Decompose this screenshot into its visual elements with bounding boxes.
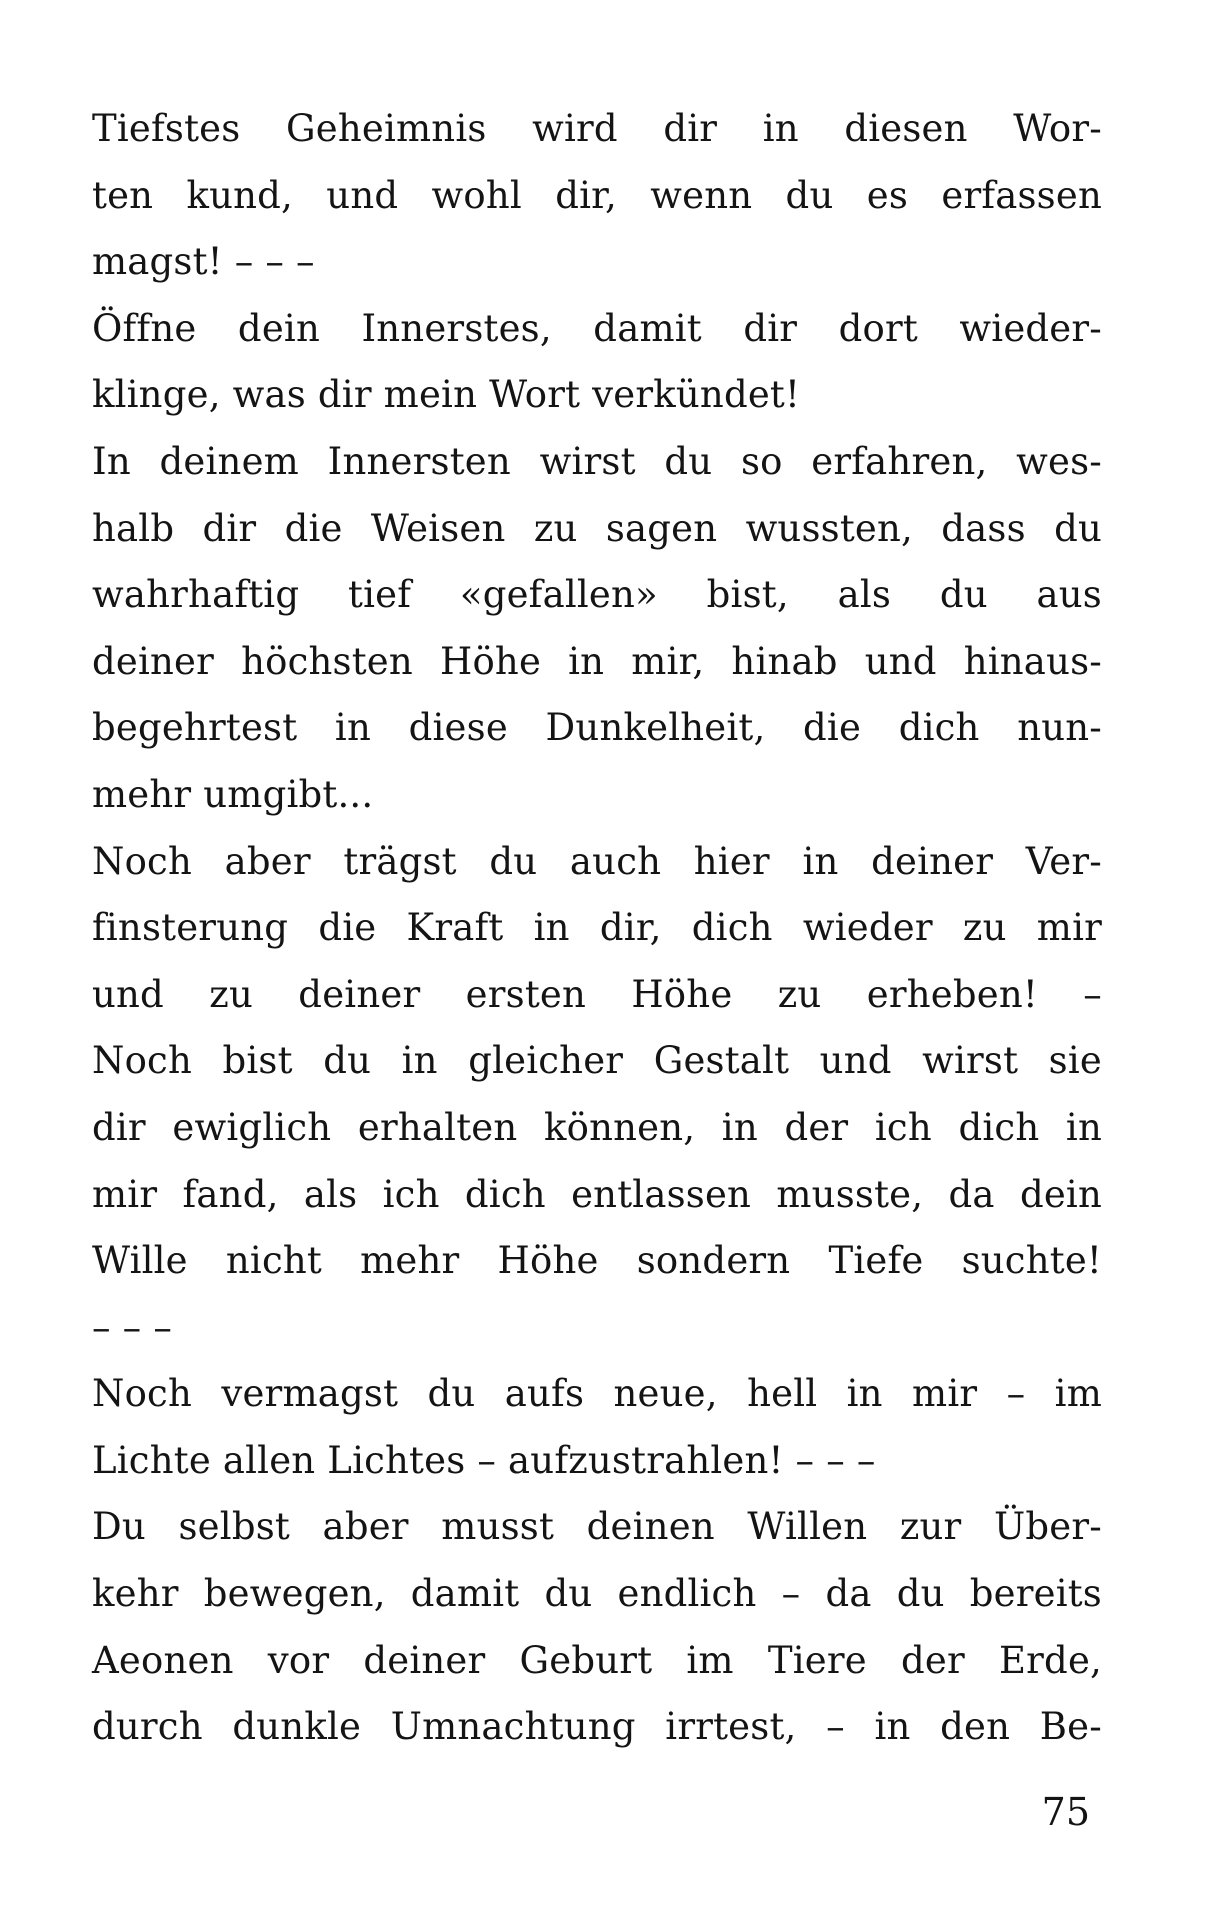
text-line-4: Öffne dein Innerstes, damit dir dort wieder- bbox=[92, 306, 1102, 350]
text-line-5: klinge, was dir mein Wort verkündet! bbox=[92, 373, 801, 417]
text-line-15: Noch bist du in gleicher Gestalt und wirst sie bbox=[92, 1039, 1102, 1083]
text-line-22: Du selbst aber musst deinen Willen zur Über- bbox=[92, 1505, 1102, 1549]
text-line-24: Aeonen vor deiner Geburt im Tiere der Erde, bbox=[92, 1638, 1102, 1682]
text-line-12: Noch aber trägst du auch hier in deiner Ver- bbox=[92, 839, 1102, 883]
text-line-21: Lichte allen Lichtes – aufzustrahlen! – – – bbox=[92, 1438, 876, 1482]
text-line-11: mehr umgibt... bbox=[92, 772, 374, 816]
body-text bbox=[92, 96, 1102, 1761]
text-line-2: ten kund, und wohl dir, wenn du es erfassen bbox=[92, 173, 1102, 217]
text-line-18: Wille nicht mehr Höhe sondern Tiefe suchte! bbox=[92, 1239, 1102, 1283]
text-line-14: und zu deiner ersten Höhe zu erheben! – bbox=[92, 972, 1102, 1016]
text-line-20: Noch vermagst du aufs neue, hell in mir – im bbox=[92, 1372, 1102, 1416]
text-line-1: Tiefstes Geheimnis wird dir in diesen Wor- bbox=[92, 107, 1102, 150]
text-line-6: In deinem Innersten wirst du so erfahren, wes- bbox=[92, 439, 1102, 483]
text-line-17: mir fand, als ich dich entlassen musste, da dein bbox=[92, 1172, 1102, 1216]
text-line-9: deiner höchsten Höhe in mir, hinab und hinaus- bbox=[92, 639, 1102, 683]
text-line-19: – – – bbox=[92, 1305, 173, 1349]
text-line-16: dir ewiglich erhalten können, in der ich dich in bbox=[92, 1105, 1102, 1149]
text-line-3: magst! – – – bbox=[92, 240, 315, 284]
text-line-10: begehrtest in diese Dunkelheit, die dich nun- bbox=[92, 706, 1102, 750]
page-number: 75 bbox=[1041, 1790, 1090, 1834]
text-line-13: finsterung die Kraft in dir, dich wieder zu mir bbox=[92, 906, 1102, 950]
text-line-23: kehr bewegen, damit du endlich – da du bereits bbox=[92, 1572, 1102, 1616]
text-line-8: wahrhaftig tief «gefallen» bist, als du aus bbox=[92, 573, 1102, 617]
text-line-7: halb dir die Weisen zu sagen wussten, dass du bbox=[92, 506, 1102, 550]
text-line-25: durch dunkle Umnachtung irrtest, – in den Be- bbox=[92, 1705, 1102, 1749]
